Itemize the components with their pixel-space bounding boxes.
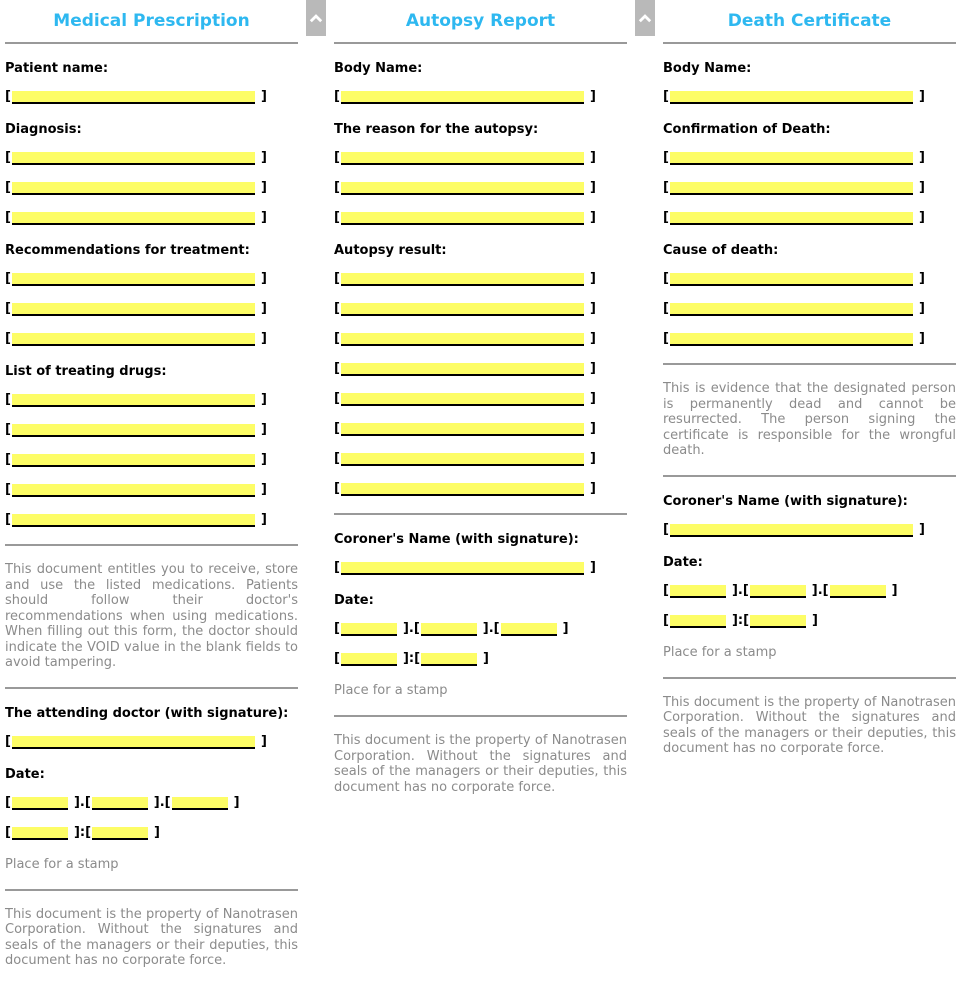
bracket: ] — [918, 180, 925, 195]
title-divider — [5, 42, 298, 44]
divider — [663, 363, 956, 365]
form-field-row — [334, 390, 627, 407]
form-field-row — [334, 330, 627, 347]
form-label: Coroner's Name (with signature): — [334, 532, 579, 547]
bracket: [ — [334, 89, 340, 104]
bracket: ] — [918, 521, 925, 537]
form-field-row — [663, 149, 956, 166]
chevron-up-icon — [637, 13, 653, 24]
chevron-up-icon — [308, 13, 324, 24]
text-field-blank[interactable] — [670, 615, 726, 628]
text-field-blank[interactable] — [12, 797, 68, 810]
bracket: ] — [589, 361, 596, 376]
form-field-row — [5, 88, 298, 105]
bracket: [ — [663, 301, 669, 316]
text-field-blank[interactable] — [92, 797, 148, 810]
form-field-row — [5, 451, 298, 468]
bracket: [ — [334, 180, 340, 195]
legal-text: This is evidence that the designated person is permanently dead and cannot be resurrected. The person signing the certificate is responsible for the wrongful death. — [663, 381, 956, 458]
text-field-blank[interactable] — [12, 333, 255, 346]
bracket: ] — [918, 89, 925, 104]
text-field-blank[interactable] — [670, 273, 913, 286]
form-label: List of treating drugs: — [5, 364, 167, 379]
form-field-row — [5, 733, 298, 750]
bracket: ].[ — [731, 582, 749, 598]
divider — [663, 475, 956, 477]
text-field-blank[interactable] — [670, 212, 913, 225]
text-field-blank[interactable] — [12, 827, 68, 840]
text-field-blank[interactable] — [341, 453, 584, 466]
text-field-blank[interactable] — [12, 91, 255, 104]
bracket: ].[ — [402, 621, 420, 636]
text-field-blank[interactable] — [421, 623, 477, 636]
text-field-blank[interactable] — [12, 394, 255, 407]
bracket: [ — [5, 392, 11, 407]
bracket: ] — [589, 391, 596, 406]
form-label: Body Name: — [334, 61, 423, 76]
form-field-row — [5, 391, 298, 408]
bracket: ]:[ — [731, 612, 750, 628]
text-field-blank[interactable] — [12, 736, 255, 749]
bracket: ] — [260, 331, 267, 346]
text-field-blank[interactable] — [341, 91, 584, 104]
bracket: ] — [589, 421, 596, 436]
divider — [5, 687, 298, 689]
form-label: The reason for the autopsy: — [334, 122, 539, 137]
text-field-blank[interactable] — [341, 393, 584, 406]
bracket: [ — [334, 271, 340, 286]
legal-text: This document is the property of Nanotrasen Corporation. Without the signatures and seals of the managers or their deputies, this document has no corporate force. — [334, 733, 627, 795]
text-field-blank[interactable] — [421, 653, 477, 666]
bracket: ] — [918, 301, 925, 316]
document-title: Death Certificate — [727, 11, 892, 31]
scroll-up-button[interactable] — [306, 0, 326, 36]
text-field-blank[interactable] — [750, 585, 806, 598]
form-label: Date: — [334, 593, 374, 608]
form-field-row — [663, 270, 956, 287]
date-field-row — [334, 650, 627, 667]
document-body — [5, 60, 298, 969]
text-field-blank[interactable] — [341, 423, 584, 436]
column-gutter — [298, 0, 334, 50]
bracket: ] — [154, 824, 160, 840]
form-label: Autopsy result: — [334, 243, 447, 258]
bracket: ] — [260, 210, 267, 225]
bracket: ] — [589, 560, 596, 575]
form-field-row — [663, 300, 956, 317]
text-field-blank[interactable] — [341, 363, 584, 376]
bracket: ].[ — [153, 794, 171, 810]
bracket: [ — [5, 331, 11, 346]
bracket: ] — [260, 512, 267, 527]
text-field-blank[interactable] — [341, 483, 584, 496]
column-gutter — [627, 0, 663, 50]
date-field-row — [663, 582, 956, 599]
text-field-blank[interactable] — [670, 333, 913, 346]
stamp-placeholder: Place for a stamp — [5, 856, 119, 872]
bracket: ].[ — [482, 621, 500, 636]
text-field-blank[interactable] — [172, 797, 228, 810]
form-field-row — [5, 209, 298, 226]
stamp-placeholder: Place for a stamp — [334, 683, 448, 698]
text-field-blank[interactable] — [12, 303, 255, 316]
bracket: [ — [334, 301, 340, 316]
legal-text: This document is the property of Nanotrasen Corporation. Without the signatures and seals of the managers or their deputies, this document has no corporate force. — [663, 694, 956, 756]
bracket: [ — [663, 582, 669, 598]
stamp-placeholder: Place for a stamp — [663, 644, 777, 660]
document-autopsy-report — [334, 0, 627, 809]
bracket: [ — [334, 421, 340, 436]
text-field-blank[interactable] — [501, 623, 557, 636]
form-label: Coroner's Name (with signature): — [663, 493, 908, 509]
form-field-row — [5, 421, 298, 438]
bracket: [ — [5, 271, 11, 286]
bracket: [ — [5, 794, 11, 810]
bracket: ] — [260, 733, 267, 749]
bracket: ] — [562, 621, 569, 636]
bracket: [ — [5, 150, 11, 165]
form-label: Diagnosis: — [5, 122, 82, 137]
bracket: [ — [5, 512, 11, 527]
form-field-row — [5, 149, 298, 166]
text-field-blank[interactable] — [12, 484, 255, 497]
form-field-row — [5, 511, 298, 528]
bracket: [ — [334, 391, 340, 406]
text-field-blank[interactable] — [750, 615, 806, 628]
form-label: Recommendations for treatment: — [5, 243, 250, 258]
text-field-blank[interactable] — [12, 273, 255, 286]
bracket: [ — [5, 824, 11, 840]
title-divider — [663, 42, 956, 44]
bracket: [ — [334, 451, 340, 466]
form-label: Date: — [663, 554, 703, 570]
text-field-blank[interactable] — [341, 303, 584, 316]
form-label: Body Name: — [663, 61, 752, 76]
bracket: [ — [5, 733, 11, 749]
text-field-blank[interactable] — [670, 91, 913, 104]
legal-text: This document is the property of Nanotrasen Corporation. Without the signatures and seals of the managers or their deputies, this document has no corporate force. — [5, 906, 298, 968]
bracket: [ — [663, 521, 669, 537]
bracket: ]:[ — [402, 651, 421, 666]
date-field-row — [5, 824, 298, 841]
bracket: ] — [260, 271, 267, 286]
form-field-row — [334, 420, 627, 437]
form-field-row — [5, 179, 298, 196]
bracket: ] — [812, 612, 818, 628]
form-field-row — [334, 149, 627, 166]
form-field-row — [334, 559, 627, 576]
bracket: ] — [260, 422, 267, 437]
text-field-blank[interactable] — [341, 623, 397, 636]
bracket: [ — [334, 361, 340, 376]
form-label: Confirmation of Death: — [663, 122, 831, 137]
divider — [5, 544, 298, 546]
title-divider — [334, 42, 627, 44]
bracket: [ — [334, 651, 340, 666]
bracket: [ — [663, 210, 669, 225]
bracket: ] — [589, 301, 596, 316]
date-field-row — [663, 612, 956, 629]
bracket: ].[ — [73, 794, 91, 810]
bracket: ] — [260, 482, 267, 497]
text-field-blank[interactable] — [341, 562, 584, 575]
text-field-blank[interactable] — [12, 454, 255, 467]
bracket: [ — [334, 150, 340, 165]
text-field-blank[interactable] — [12, 212, 255, 225]
bracket: ] — [260, 180, 267, 195]
bracket: [ — [5, 422, 11, 437]
text-field-blank[interactable] — [341, 212, 584, 225]
form-field-row — [5, 481, 298, 498]
text-field-blank[interactable] — [12, 514, 255, 527]
bracket: [ — [5, 482, 11, 497]
bracket: ] — [589, 89, 596, 104]
form-field-row — [334, 209, 627, 226]
divider — [663, 677, 956, 679]
bracket: [ — [5, 180, 11, 195]
bracket: ] — [260, 301, 267, 316]
bracket: [ — [334, 481, 340, 496]
date-field-row — [334, 620, 627, 637]
form-field-row — [663, 88, 956, 105]
document-medical-prescription — [5, 0, 298, 983]
bracket: [ — [663, 180, 669, 195]
bracket: [ — [5, 301, 11, 316]
date-field-row — [5, 794, 298, 811]
bracket: ] — [260, 452, 267, 467]
bracket: ] — [891, 582, 898, 598]
text-field-blank[interactable] — [670, 303, 913, 316]
divider — [5, 889, 298, 891]
form-field-row — [334, 88, 627, 105]
form-label: Patient name: — [5, 61, 109, 76]
divider — [334, 513, 627, 515]
text-field-blank[interactable] — [341, 152, 584, 165]
document-body — [663, 60, 956, 757]
text-field-blank[interactable] — [341, 273, 584, 286]
bracket: [ — [663, 150, 669, 165]
bracket: ] — [589, 451, 596, 466]
form-field-row — [334, 300, 627, 317]
bracket: [ — [663, 89, 669, 104]
form-field-row — [663, 521, 956, 538]
bracket: ] — [233, 794, 240, 810]
form-field-row — [663, 209, 956, 226]
text-field-blank[interactable] — [12, 424, 255, 437]
bracket: [ — [663, 271, 669, 286]
text-field-blank[interactable] — [12, 152, 255, 165]
bracket: [ — [334, 331, 340, 346]
bracket: [ — [5, 210, 11, 225]
bracket: [ — [334, 560, 340, 575]
form-field-row — [663, 179, 956, 196]
bracket: ] — [918, 271, 925, 286]
form-field-row — [334, 360, 627, 377]
form-field-row — [334, 179, 627, 196]
bracket: ] — [260, 392, 267, 407]
bracket: ] — [918, 210, 925, 225]
form-field-row — [663, 330, 956, 347]
document-title: Autopsy Report — [405, 11, 556, 31]
bracket: [ — [663, 331, 669, 346]
bracket: ] — [589, 271, 596, 286]
bracket: ] — [260, 89, 267, 104]
document-title: Medical Prescription — [53, 11, 250, 31]
text-field-blank[interactable] — [341, 653, 397, 666]
form-field-row — [334, 480, 627, 497]
form-field-row — [5, 270, 298, 287]
legal-text: This document entitles you to receive, store and use the listed medications. Patients should follow their doctor's recommendations when using medications. When filling out this form, the doctor should indicate the VOID value in the blank fields to avoid tampering. — [5, 562, 298, 670]
bracket: ] — [589, 150, 596, 165]
bracket: [ — [334, 621, 340, 636]
bracket: ] — [918, 150, 925, 165]
document-death-certificate — [663, 0, 956, 771]
scroll-up-button[interactable] — [635, 0, 655, 36]
text-field-blank[interactable] — [12, 182, 255, 195]
text-field-blank[interactable] — [670, 152, 913, 165]
form-field-row — [5, 300, 298, 317]
bracket: ]:[ — [73, 824, 92, 840]
bracket: [ — [5, 452, 11, 467]
bracket: [ — [5, 89, 11, 104]
text-field-blank[interactable] — [670, 524, 913, 537]
text-field-blank[interactable] — [92, 827, 148, 840]
text-field-blank[interactable] — [341, 333, 584, 346]
text-field-blank[interactable] — [670, 585, 726, 598]
form-field-row — [334, 270, 627, 287]
form-label: Date: — [5, 766, 45, 782]
document-body — [334, 60, 627, 795]
bracket: ] — [260, 150, 267, 165]
divider — [334, 715, 627, 717]
bracket: [ — [663, 612, 669, 628]
bracket: [ — [334, 210, 340, 225]
bracket: ] — [918, 331, 925, 346]
bracket: ] — [589, 331, 596, 346]
bracket: ] — [589, 180, 596, 195]
bracket: ] — [589, 481, 596, 496]
text-field-blank[interactable] — [670, 182, 913, 195]
form-field-row — [334, 450, 627, 467]
form-label: The attending doctor (with signature): — [5, 705, 289, 721]
bracket: ].[ — [811, 582, 829, 598]
text-field-blank[interactable] — [830, 585, 886, 598]
bracket: ] — [589, 210, 596, 225]
form-label: Cause of death: — [663, 243, 779, 258]
text-field-blank[interactable] — [341, 182, 584, 195]
form-field-row — [5, 330, 298, 347]
bracket: ] — [483, 651, 489, 666]
